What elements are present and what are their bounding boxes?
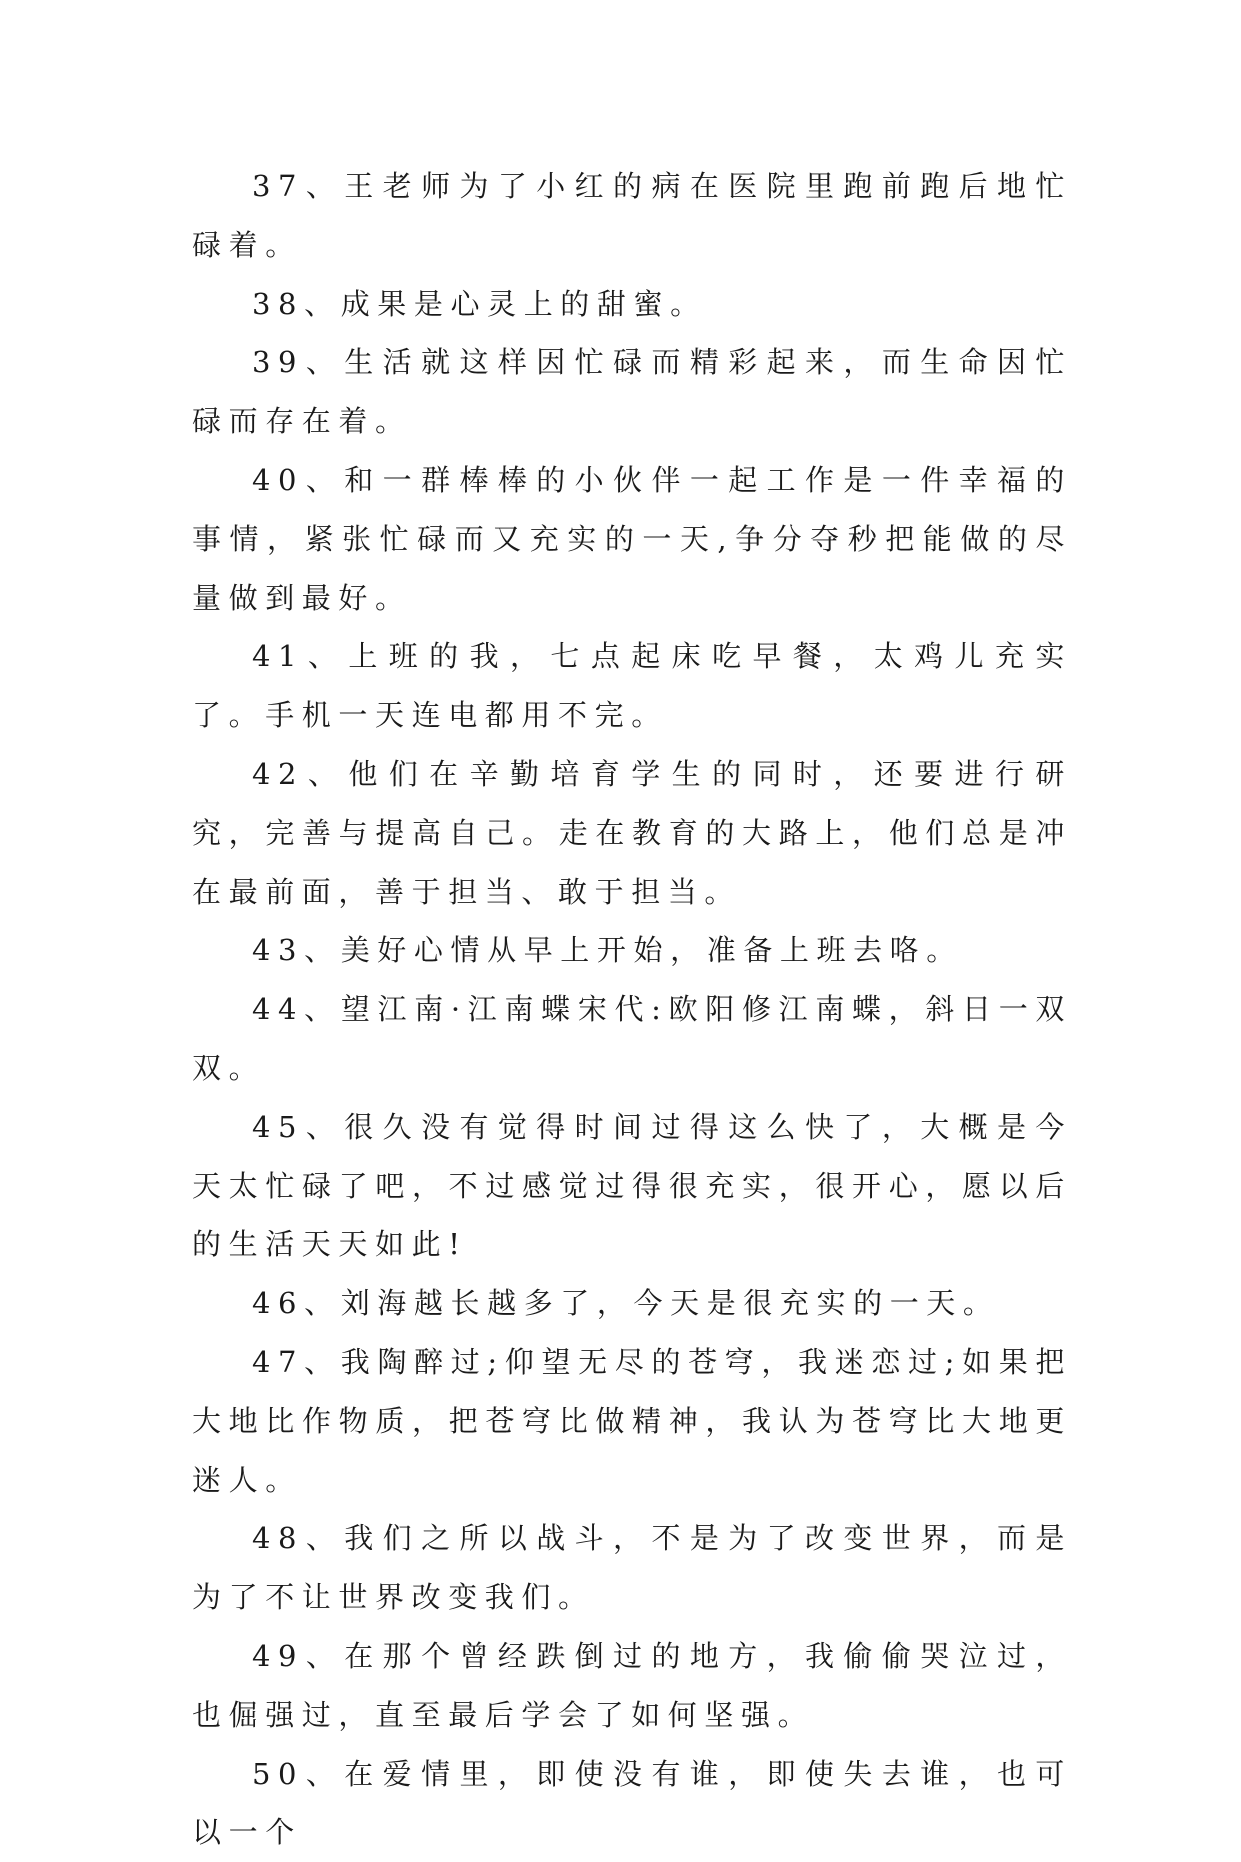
document-body (192, 157, 1072, 1862)
paragraph-50: 50、在爱情里，即使没有谁，即使失去谁，也可以一个 (192, 1756, 1072, 1850)
paragraph-49: 49、在那个曾经跌倒过的地方，我偷偷哭泣过，也倔强过，直至最后学会了如何坚强。 (192, 1638, 1072, 1732)
paragraph-48: 48、我们之所以战斗，不是为了改变世界，而是为了不让世界改变我们。 (192, 1521, 1072, 1615)
paragraph-44: 44、望江南·江南蝶宋代:欧阳修江南蝶，斜日一双双。 (192, 992, 1072, 1085)
paragraph-45: 45、很久没有觉得时间过得这么快了，大概是今天太忙碌了吧，不过感觉过得很充实，很开心，愿以后的生活天天如此! (192, 1109, 1072, 1262)
paragraph-47: 47、我陶醉过;仰望无尽的苍穹，我迷恋过;如果把大地比作物质，把苍穹比做精神，我认为苍穹比大地更迷人。 (192, 1344, 1072, 1497)
paragraph-40: 40、和一群棒棒的小伙伴一起工作是一件幸福的事情，紧张忙碌而又充实的一天,争分夺秒把能做的尽量做到最好。 (192, 462, 1072, 615)
paragraph-39: 39、生活就这样因忙碌而精彩起来，而生命因忙碌而存在着。 (192, 345, 1072, 439)
paragraph-37: 37、王老师为了小红的病在医院里跑前跑后地忙碌着。 (192, 169, 1072, 262)
paragraph-41: 41、上班的我，七点起床吃早餐，太鸡儿充实了。手机一天连电都用不完。 (192, 639, 1072, 733)
paragraph-42: 42、他们在辛勤培育学生的同时，还要进行研究，完善与提高自己。走在教育的大路上，他们总是冲在最前面，善于担当、敢于担当。 (192, 756, 1072, 909)
paragraph-43: 43、美好心情从早上开始，准备上班去咯。 (252, 933, 963, 968)
paragraph-46: 46、刘海越长越多了，今天是很充实的一天。 (252, 1286, 1000, 1321)
paragraph-38: 38、成果是心灵上的甜蜜。 (252, 286, 707, 321)
